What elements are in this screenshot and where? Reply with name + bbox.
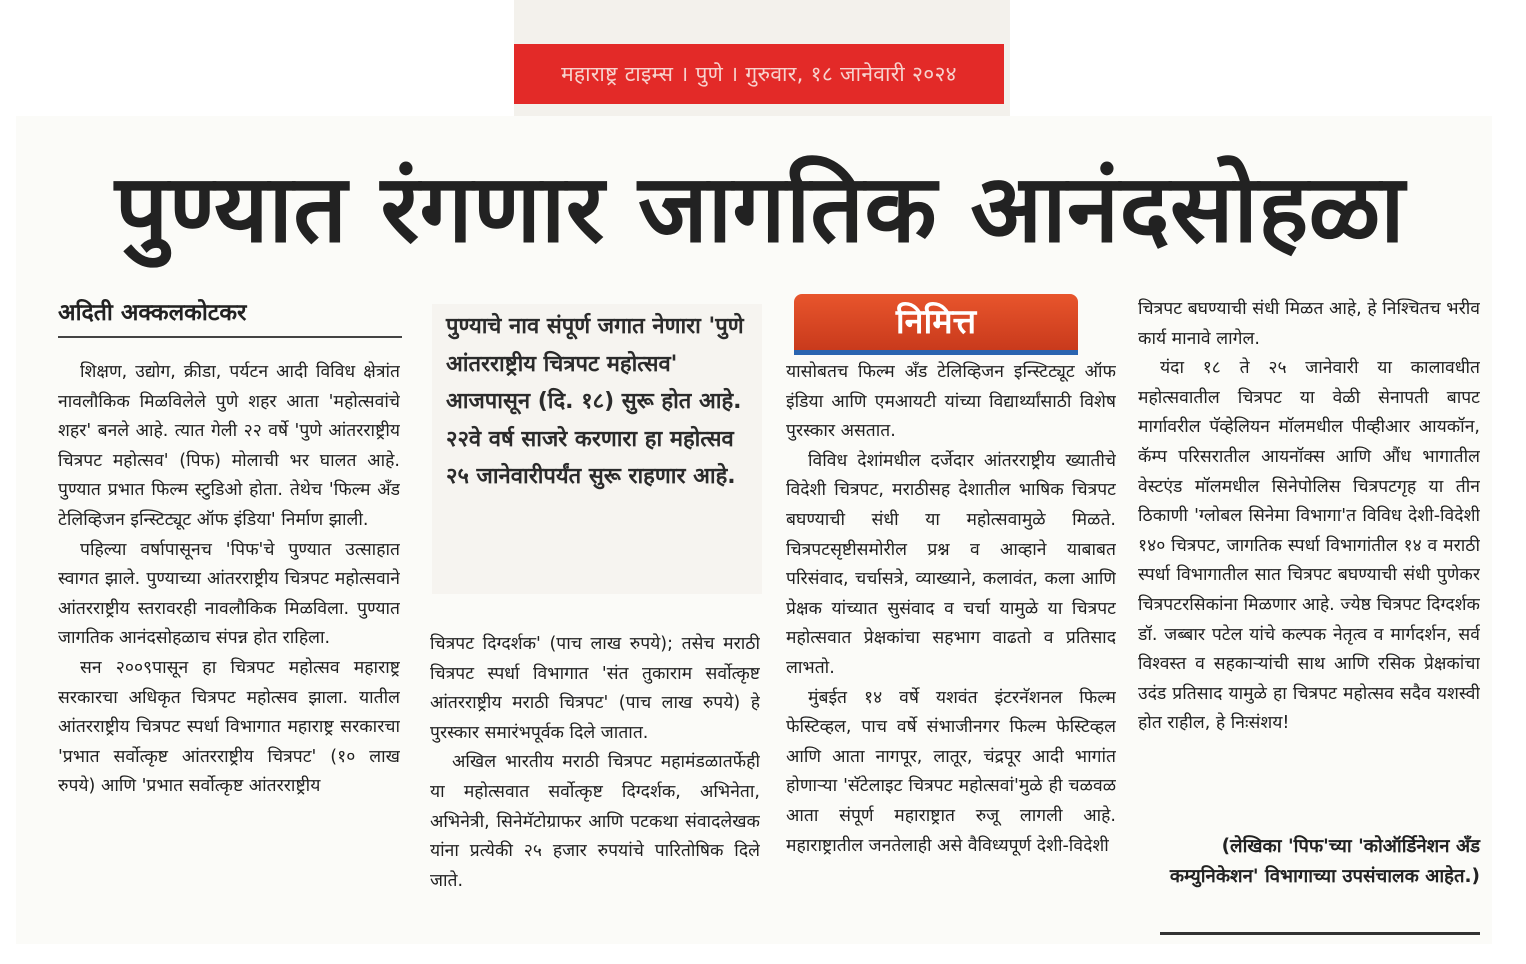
byline-rule bbox=[58, 336, 402, 338]
paragraph: चित्रपट बघण्याची संधी मिळत आहे, हे निश्चितच भरीव कार्य मानावे लागेल. bbox=[1138, 299, 1480, 349]
end-rule bbox=[1160, 932, 1480, 935]
section-tag-underline bbox=[794, 350, 1078, 355]
article-column-1 bbox=[58, 358, 400, 938]
author-credit: (लेखिका 'पिफ'च्या 'कोऑर्डिनेशन अँड कम्युनिकेशन' विभागाच्या उपसंचालक आहेत.) bbox=[1169, 836, 1480, 887]
lead-summary-box: पुण्याचे नाव संपूर्ण जगात नेणारा 'पुणे आंतरराष्ट्रीय चित्रपट महोत्सव' आजपासून (दि. १८) सुरू होत आहे. २२वे वर्ष साजरे करणारा हा महोत्सव २५ जानेवारीपर्यंत सुरू राहणार आहे. bbox=[432, 304, 762, 594]
masthead-dateline: महाराष्ट्र टाइम्स । पुणे । गुरुवार, १८ जानेवारी २०२४ bbox=[514, 44, 1004, 104]
author-byline: अदिती अक्कलकोटकर bbox=[58, 300, 247, 326]
paragraph: मुंबईत १४ वर्षे यशवंत इंटरनॅशनल फिल्म फेस्टिव्हल, पाच वर्षे संभाजीनगर फिल्म फेस्टिव्हल आणि आता नागपूर, लातूर, चंद्रपूर आदी भागांत होणाऱ्या 'सॅटेलाइट चित्रपट महोत्सवां'मुळे ही चळवळ आता संपूर्ण महाराष्ट्रात रुजू लागली आहे. महाराष्ट्रातील जनतेलाही असे वैविध्यपूर्ण देशी-विदेशी bbox=[786, 687, 1116, 856]
paragraph: अखिल भारतीय मराठी चित्रपट महामंडळातर्फेही या महोत्सवात सर्वोत्कृष्ट दिग्दर्शक, अभिनेता, अभिनेत्री, सिनेमॅटोग्राफर आणि पटकथा संवादलेखक यांना प्रत्येकी २५ हजार रुपयांचे पारितोषिक दिले जाते. bbox=[430, 752, 760, 891]
paragraph: शिक्षण, उद्योग, क्रीडा, पर्यटन आदी विविध क्षेत्रांत नावलौकिक मिळविलेले पुणे शहर आता 'महोत्सवांचे शहर' बनले आहे. त्यात गेली २२ वर्षे 'पुणे आंतरराष्ट्रीय चित्रपट महोत्सव' (पिफ) मोलाची भर घालत आहे. पुण्यात प्रभात फिल्म स्टुडिओ होता. तेथेच 'फिल्म अँड टेलिव्हिजन इन्स्टिट्यूट ऑफ इंडिया' निर्माण झाली. bbox=[58, 362, 400, 530]
article-headline: पुण्यात रंगणार जागतिक आनंदसोहळा bbox=[114, 155, 1406, 264]
paragraph: पहिल्या वर्षापासूनच 'पिफ'चे पुण्यात उत्साहात स्वागत झाले. पुण्याच्या आंतरराष्ट्रीय चित्रपट महोत्सवाने आंतरराष्ट्रीय स्तरावरही नावलौकिक मिळविला. पुण्यात जागतिक आनंदसोहळाच संपन्न होत राहिला. bbox=[58, 539, 400, 649]
paragraph: यासोबतच फिल्म अँड टेलिव्हिजन इन्स्टिट्यूट ऑफ इंडिया आणि एमआयटी यांच्या विद्यार्थ्यांसाठी विशेष पुरस्कार असतात. bbox=[786, 362, 1116, 442]
section-tag: निमित्त bbox=[794, 294, 1078, 350]
paragraph: सन २००९पासून हा चित्रपट महोत्सव महाराष्ट्र सरकारचा अधिकृत चित्रपट महोत्सव झाला. यातील आंतरराष्ट्रीय चित्रपट स्पर्धा विभागात महाराष्ट्र सरकारचा 'प्रभात सर्वोत्कृष्ट आंतरराष्ट्रीय चित्रपट' (१० लाख रुपये) आणि 'प्रभात सर्वोत्कृष्ट आंतरराष्ट्रीय bbox=[58, 657, 400, 797]
paragraph: यंदा १८ ते २५ जानेवारी या कालावधीत महोत्सवातील चित्रपट या वेळी सेनापती बापट मार्गावरील पॅव्हेलियन मॉलमधील पीव्हीआर आयकॉन, कॅम्प परिसरातील आयनॉक्स आणि औंध भागातील वेस्टएंड मॉलमधील सिनेपोलिस चित्रपटगृह या तीन ठिकाणी 'ग्लोबल सिनेमा विभागा'त विविध देशी-विदेशी १४० चित्रपट, जागतिक स्पर्धा विभागांतील १४ व मराठी स्पर्धा विभागातील सात चित्रपट बघण्याची संधी पुणेकर चित्रपटरसिकांना मिळणार आहे. ज्येष्ठ चित्रपट दिग्दर्शक डॉ. जब्बार पटेल यांचे कल्पक नेतृत्व व मार्गदर्शन, सर्व विश्वस्त व सहकाऱ्यांची साथ आणि रसिक प्रेक्षकांचा उदंड प्रतिसाद यामुळे हा चित्रपट महोत्सव सदैव यशस्वी होत राहील, हे निःसंशय! bbox=[1138, 358, 1480, 734]
article-column-2 bbox=[430, 630, 760, 930]
paragraph: विविध देशांमधील दर्जेदार आंतरराष्ट्रीय ख्यातीचे विदेशी चित्रपट, मराठीसह देशातील भाषिक चित्रपट बघण्याची संधी या महोत्सवामुळे मिळते. चित्रपटसृष्टीसमोरील प्रश्न व आव्हाने याबाबत परिसंवाद, चर्चासत्रे, व्याख्याने, कलावंत, कला आणि प्रेक्षक यांच्यात सुसंवाद व चर्चा यामुळे या चित्रपट महोत्सवात प्रेक्षकांचा सहभाग वाढतो व प्रतिसाद लाभतो. bbox=[786, 450, 1116, 678]
paragraph: चित्रपट दिग्दर्शक' (पाच लाख रुपये); तसेच मराठी चित्रपट स्पर्धा विभागात 'संत तुकाराम सर्वोत्कृष्ट आंतरराष्ट्रीय मराठी चित्रपट' (पाच लाख रुपये) हे पुरस्कार समारंभपूर्वक दिले जातात. bbox=[430, 634, 760, 743]
article-column-3 bbox=[786, 358, 1116, 938]
